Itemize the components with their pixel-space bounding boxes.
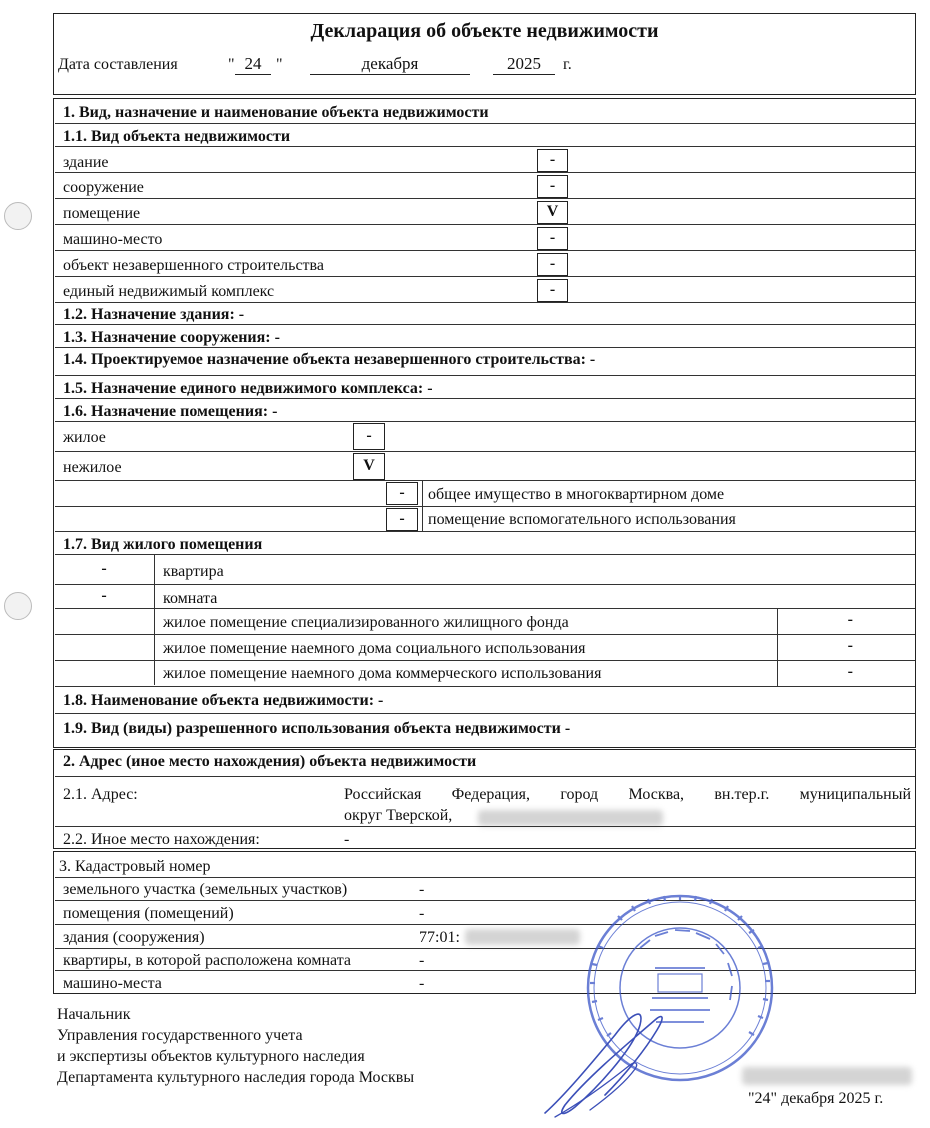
cadastral-label: земельного участка (земельных участков): [63, 881, 348, 898]
type-checkbox: V: [537, 201, 568, 224]
nonres-label: помещение вспомогательного использования: [428, 511, 736, 528]
address-line-2: округ Тверской,: [344, 807, 453, 824]
type-checkbox: -: [537, 227, 568, 250]
nonres-checkbox: -: [386, 508, 418, 531]
type-label: машино-место: [63, 231, 163, 248]
date-label: Дата составления: [58, 56, 178, 73]
living-label: квартира: [163, 563, 224, 580]
cadastral-redacted: [465, 929, 580, 945]
section-1-2: 1.2. Назначение здания: -: [63, 306, 245, 323]
living2-mark: -: [779, 636, 913, 658]
date-month: декабря: [310, 54, 470, 75]
section-1-7: 1.7. Вид жилого помещения: [63, 536, 263, 553]
nonres-checkbox: -: [386, 482, 418, 505]
section-1-1-heading: 1.1. Вид объекта недвижимости: [63, 128, 291, 145]
other-location-label: 2.2. Иное место нахождения:: [63, 831, 260, 848]
living-label: комната: [163, 590, 218, 607]
date-quote-open: ": [228, 56, 235, 73]
living-checkbox: -: [55, 586, 153, 608]
section-1-4: 1.4. Проектируемое назначение объекта незавершенного строительства: -: [63, 351, 596, 368]
signature-date: "24" декабря 2025 г.: [748, 1090, 884, 1107]
type-label: помещение: [63, 205, 141, 222]
date-year: 2025: [493, 54, 555, 75]
section-1-5: 1.5. Назначение единого недвижимого комплекса: -: [63, 380, 433, 397]
date-quote-close: ": [276, 56, 283, 73]
purpose-label: нежилое: [63, 459, 122, 476]
cadastral-value: -: [419, 952, 425, 969]
date-suffix: г.: [563, 56, 572, 73]
living2-mark: -: [779, 610, 913, 632]
cadastral-label: помещения (помещений): [63, 905, 234, 922]
type-checkbox: -: [537, 253, 568, 276]
section-3-heading: 3. Кадастровый номер: [59, 858, 211, 875]
address-redacted: [478, 810, 663, 826]
cadastral-value: -: [419, 905, 425, 922]
section-2-heading: 2. Адрес (иное место нахождения) объекта недвижимости: [63, 753, 477, 770]
punch-hole-bottom: [4, 592, 32, 620]
signatory-line: Управления государственного учета: [57, 1027, 303, 1044]
section-1-3: 1.3. Назначение сооружения: -: [63, 329, 280, 346]
cadastral-value: -: [419, 975, 425, 992]
living2-label: жилое помещение наемного дома социального использования: [163, 640, 586, 657]
type-checkbox: -: [537, 149, 568, 172]
address-line-1: Российская Федерация, город Москва, вн.тер.г. муниципальный: [344, 786, 911, 803]
type-label: единый недвижимый комплекс: [63, 283, 275, 300]
cadastral-label: здания (сооружения): [63, 929, 205, 946]
type-label: сооружение: [63, 179, 144, 196]
living2-label: жилое помещение специализированного жилищного фонда: [163, 614, 569, 631]
living-checkbox: -: [55, 556, 153, 584]
type-label: здание: [63, 154, 109, 171]
purpose-checkbox: -: [353, 423, 385, 450]
purpose-label: жилое: [63, 429, 106, 446]
type-checkbox: -: [537, 175, 568, 198]
living2-mark: -: [779, 662, 913, 684]
signatory-line: Начальник: [57, 1006, 131, 1023]
handwritten-signature: [535, 995, 675, 1125]
cadastral-value: 77:01:: [419, 929, 460, 946]
other-location-value: -: [344, 831, 350, 848]
section-1-9: 1.9. Вид (виды) разрешенного использования объекта недвижимости -: [63, 720, 571, 737]
date-day: 24: [235, 54, 271, 75]
type-checkbox: -: [537, 279, 568, 302]
address-label: 2.1. Адрес:: [63, 786, 138, 803]
nonres-label: общее имущество в многоквартирном доме: [428, 486, 725, 503]
cadastral-label: машино-места: [63, 975, 162, 992]
signatory-line: Департамента культурного наследия города Москвы: [57, 1069, 415, 1086]
section-1-8: 1.8. Наименование объекта недвижимости: -: [63, 692, 384, 709]
type-label: объект незавершенного строительства: [63, 257, 324, 274]
section-1-heading: 1. Вид, назначение и наименование объекта недвижимости: [63, 104, 489, 121]
living2-label: жилое помещение наемного дома коммерческого использования: [163, 665, 602, 682]
page-title: Декларация об объекте недвижимости: [310, 20, 659, 42]
cadastral-value: -: [419, 881, 425, 898]
cadastral-label: квартиры, в которой расположена комната: [63, 952, 352, 969]
section-1-6: 1.6. Назначение помещения: -: [63, 403, 278, 420]
signatory-line: и экспертизы объектов культурного наследия: [57, 1048, 365, 1065]
purpose-checkbox: V: [353, 453, 385, 480]
punch-hole-top: [4, 202, 32, 230]
